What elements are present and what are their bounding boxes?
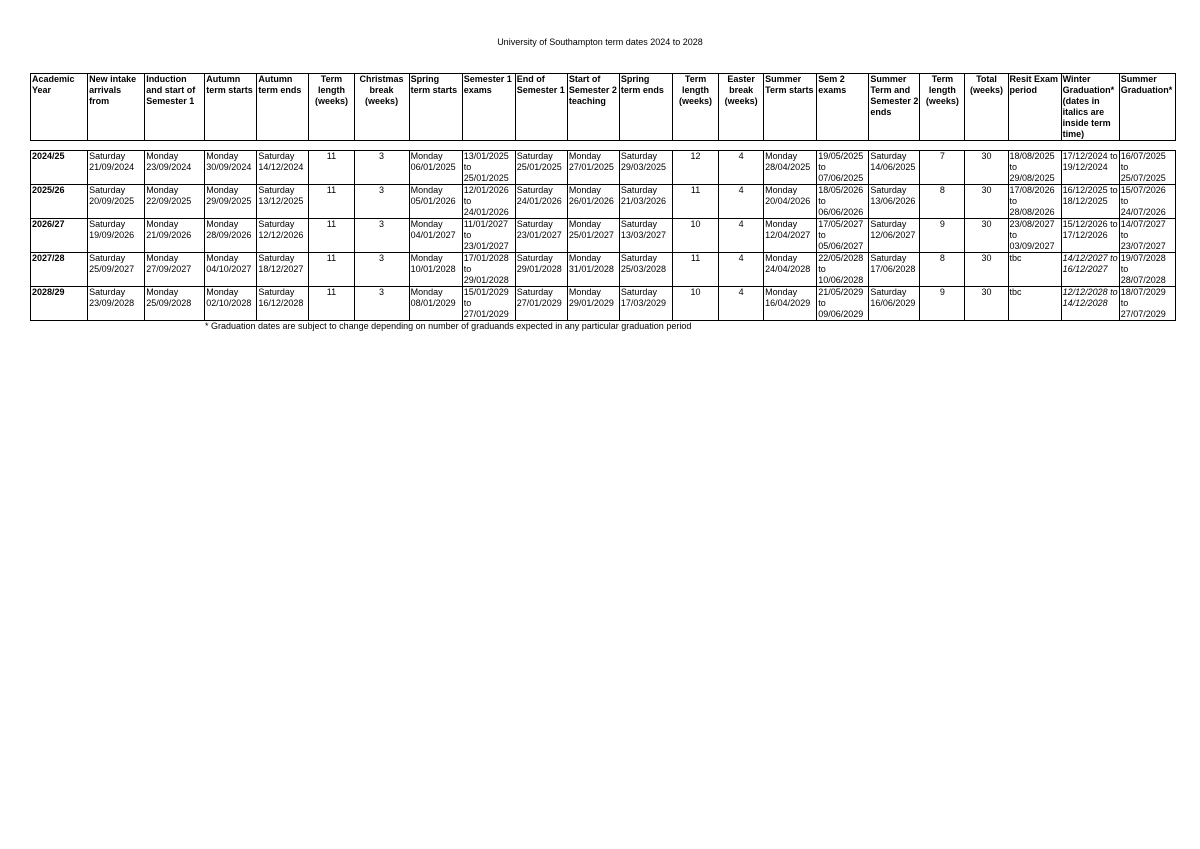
table-cell: 3 xyxy=(354,151,409,185)
column-header: Spring term starts xyxy=(409,74,462,141)
table-cell: 3 xyxy=(354,219,409,253)
table-cell: Monday 27/09/2027 xyxy=(145,253,205,287)
table-cell: 18/08/2025 to 29/08/2025 xyxy=(1008,151,1061,185)
table-cell: 3 xyxy=(354,287,409,321)
table-cell: 16/07/2025 to 25/07/2025 xyxy=(1119,151,1175,185)
table-row xyxy=(31,185,1176,219)
table-cell: Saturday 25/03/2028 xyxy=(619,253,672,287)
table-cell: Monday 28/09/2026 xyxy=(205,219,257,253)
table-cell: 30 xyxy=(965,287,1008,321)
column-header: Easter break (weeks) xyxy=(719,74,764,141)
table-cell: Monday 04/01/2027 xyxy=(409,219,462,253)
table-cell: 17/12/2024 to 19/12/2024 xyxy=(1061,151,1119,185)
column-header: End of Semester 1 xyxy=(515,74,567,141)
column-header: Term length (weeks) xyxy=(673,74,719,141)
column-header: Resit Exam period xyxy=(1008,74,1061,141)
table-cell: Saturday 13/12/2025 xyxy=(257,185,309,219)
table-cell: 30 xyxy=(965,253,1008,287)
table-cell: Monday 30/09/2024 xyxy=(205,151,257,185)
table-cell: Saturday 23/01/2027 xyxy=(515,219,567,253)
column-header: Summer Term and Semester 2 ends xyxy=(869,74,920,141)
table-cell: 21/05/2029 to 09/06/2029 xyxy=(817,287,869,321)
column-header: Total (weeks) xyxy=(965,74,1008,141)
table-cell: Saturday 19/09/2026 xyxy=(88,219,145,253)
table-cell: Monday 31/01/2028 xyxy=(567,253,619,287)
table-cell: 14/12/2027 to 16/12/2027 xyxy=(1061,253,1119,287)
table-cell: 22/05/2028 to 10/06/2028 xyxy=(817,253,869,287)
column-header: Spring term ends xyxy=(619,74,672,141)
academic-year-cell: 2026/27 xyxy=(31,219,88,253)
table-cell: 17/01/2028 to 29/01/2028 xyxy=(462,253,515,287)
table-cell: Monday 20/04/2026 xyxy=(764,185,817,219)
table-cell: 11 xyxy=(309,185,354,219)
table-cell: 18/05/2026 to 06/06/2026 xyxy=(817,185,869,219)
table-cell: 17/08/2026 to 28/08/2026 xyxy=(1008,185,1061,219)
table-cell: 8 xyxy=(920,185,965,219)
column-header: Induction and start of Semester 1 xyxy=(145,74,205,141)
table-cell: 11 xyxy=(309,219,354,253)
table-cell: Monday 25/09/2028 xyxy=(145,287,205,321)
table-cell: 12/01/2026 to 24/01/2026 xyxy=(462,185,515,219)
table-cell: Saturday 29/03/2025 xyxy=(619,151,672,185)
table-cell: 10 xyxy=(673,287,719,321)
table-cell: Saturday 21/09/2024 xyxy=(88,151,145,185)
table-cell: Monday 24/04/2028 xyxy=(764,253,817,287)
table-cell: Monday 06/01/2025 xyxy=(409,151,462,185)
table-cell: 4 xyxy=(719,219,764,253)
table-cell: 11 xyxy=(309,253,354,287)
column-header: Term length (weeks) xyxy=(309,74,354,141)
table-row xyxy=(31,219,1176,253)
table-cell: 4 xyxy=(719,287,764,321)
column-header: Semester 1 exams xyxy=(462,74,515,141)
table-cell: Monday 05/01/2026 xyxy=(409,185,462,219)
table-cell: 30 xyxy=(965,185,1008,219)
table-cell: Saturday 14/12/2024 xyxy=(257,151,309,185)
academic-year-cell: 2025/26 xyxy=(31,185,88,219)
table-cell: Saturday 24/01/2026 xyxy=(515,185,567,219)
table-cell: 12 xyxy=(673,151,719,185)
table-cell: 8 xyxy=(920,253,965,287)
table-cell: tbc xyxy=(1008,287,1061,321)
column-header: New intake arrivals from xyxy=(88,74,145,141)
table-row xyxy=(31,151,1176,185)
column-header: Term length (weeks) xyxy=(920,74,965,141)
column-header: Summer Term starts xyxy=(764,74,817,141)
table-cell: Monday 26/01/2026 xyxy=(567,185,619,219)
table-cell: Saturday 16/06/2029 xyxy=(869,287,920,321)
table-cell: 11 xyxy=(309,151,354,185)
table-cell: 11/01/2027 to 23/01/2027 xyxy=(462,219,515,253)
table-cell: Monday 25/01/2027 xyxy=(567,219,619,253)
table-cell: 15/07/2026 to 24/07/2026 xyxy=(1119,185,1175,219)
table-cell: Monday 23/09/2024 xyxy=(145,151,205,185)
table-cell: 23/08/2027 to 03/09/2027 xyxy=(1008,219,1061,253)
table-cell: Saturday 23/09/2028 xyxy=(88,287,145,321)
academic-year-cell: 2028/29 xyxy=(31,287,88,321)
table-cell: Saturday 25/01/2025 xyxy=(515,151,567,185)
column-header: Christmas break (weeks) xyxy=(354,74,409,141)
table-cell: 15/01/2029 to 27/01/2029 xyxy=(462,287,515,321)
table-cell: 19/07/2028 to 28/07/2028 xyxy=(1119,253,1175,287)
table-cell: Saturday 16/12/2028 xyxy=(257,287,309,321)
column-header: Autumn term starts xyxy=(205,74,257,141)
table-cell: 18/07/2029 to 27/07/2029 xyxy=(1119,287,1175,321)
table-cell: Monday 27/01/2025 xyxy=(567,151,619,185)
table-cell: Monday 29/09/2025 xyxy=(205,185,257,219)
table-cell: Monday 10/01/2028 xyxy=(409,253,462,287)
table-cell: Saturday 13/03/2027 xyxy=(619,219,672,253)
table-cell: Saturday 29/01/2028 xyxy=(515,253,567,287)
term-dates-table xyxy=(30,73,1176,321)
table-cell: 19/05/2025 to 07/06/2025 xyxy=(817,151,869,185)
table-cell: Monday 29/01/2029 xyxy=(567,287,619,321)
table-cell: Saturday 14/06/2025 xyxy=(869,151,920,185)
table-cell: 4 xyxy=(719,185,764,219)
table-cell: 30 xyxy=(965,151,1008,185)
table-cell: Saturday 18/12/2027 xyxy=(257,253,309,287)
academic-year-cell: 2024/25 xyxy=(31,151,88,185)
table-cell: Monday 12/04/2027 xyxy=(764,219,817,253)
table-cell: Saturday 12/06/2027 xyxy=(869,219,920,253)
table-cell: Monday 22/09/2025 xyxy=(145,185,205,219)
table-cell: Saturday 20/09/2025 xyxy=(88,185,145,219)
table-cell: 11 xyxy=(673,253,719,287)
table-cell: Saturday 12/12/2026 xyxy=(257,219,309,253)
table-cell: Monday 04/10/2027 xyxy=(205,253,257,287)
table-cell: Monday 16/04/2029 xyxy=(764,287,817,321)
table-cell: 13/01/2025 to 25/01/2025 xyxy=(462,151,515,185)
table-cell: 4 xyxy=(719,151,764,185)
column-header: Academic Year xyxy=(31,74,88,141)
table-cell: Monday 21/09/2026 xyxy=(145,219,205,253)
table-cell: Saturday 17/03/2029 xyxy=(619,287,672,321)
academic-year-cell: 2027/28 xyxy=(31,253,88,287)
table-cell: 30 xyxy=(965,219,1008,253)
table-cell: 3 xyxy=(354,185,409,219)
column-header: Winter Graduation* (dates in italics are inside term time) xyxy=(1061,74,1119,141)
table-cell: 3 xyxy=(354,253,409,287)
table-cell: 17/05/2027 to 05/06/2027 xyxy=(817,219,869,253)
table-cell: Saturday 21/03/2026 xyxy=(619,185,672,219)
document-title: University of Southampton term dates 2024 to 2028 xyxy=(497,37,703,47)
table-cell: tbc xyxy=(1008,253,1061,287)
table-cell: Monday 28/04/2025 xyxy=(764,151,817,185)
column-header: Autumn term ends xyxy=(257,74,309,141)
table-cell: 16/12/2025 to 18/12/2025 xyxy=(1061,185,1119,219)
table-header-row xyxy=(31,74,1176,141)
table-cell: 11 xyxy=(309,287,354,321)
spacer-cell xyxy=(31,141,1176,151)
table-cell: Saturday 13/06/2026 xyxy=(869,185,920,219)
table-cell: 15/12/2026 to 17/12/2026 xyxy=(1061,219,1119,253)
spacer-row xyxy=(31,141,1176,151)
table-row xyxy=(31,253,1176,287)
table-cell: 11 xyxy=(673,185,719,219)
table-cell: 9 xyxy=(920,219,965,253)
table-cell: 9 xyxy=(920,287,965,321)
table-cell: Saturday 27/01/2029 xyxy=(515,287,567,321)
footnote: * Graduation dates are subject to change depending on number of graduands expected in any particular graduation period xyxy=(205,321,692,331)
column-header: Summer Graduation* xyxy=(1119,74,1175,141)
table-cell: 12/12/2028 to 14/12/2028 xyxy=(1061,287,1119,321)
table-cell: 7 xyxy=(920,151,965,185)
table-cell: Saturday 17/06/2028 xyxy=(869,253,920,287)
table-cell: Monday 08/01/2029 xyxy=(409,287,462,321)
column-header: Sem 2 exams xyxy=(817,74,869,141)
table-cell: 14/07/2027 to 23/07/2027 xyxy=(1119,219,1175,253)
table-cell: 4 xyxy=(719,253,764,287)
column-header: Start of Semester 2 teaching xyxy=(567,74,619,141)
table-row xyxy=(31,287,1176,321)
table-cell: Saturday 25/09/2027 xyxy=(88,253,145,287)
table-cell: 10 xyxy=(673,219,719,253)
table-cell: Monday 02/10/2028 xyxy=(205,287,257,321)
